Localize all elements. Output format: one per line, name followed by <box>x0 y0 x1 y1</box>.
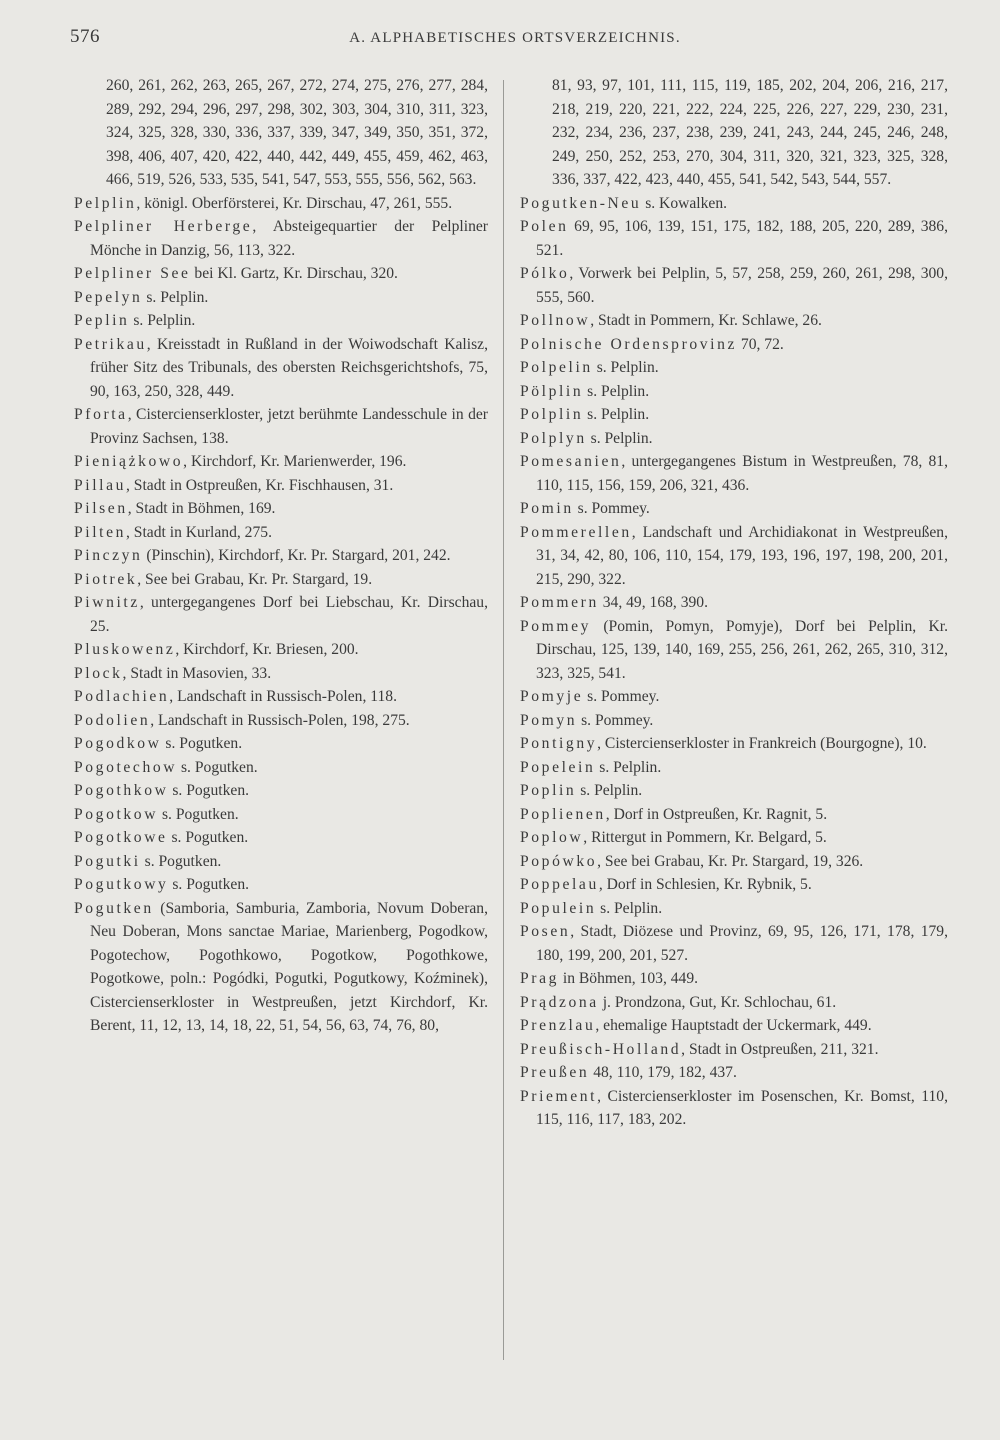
entry-text: s. Pelplin. <box>592 359 659 376</box>
index-entry <box>70 74 488 192</box>
entry-text: , See bei Grabau, Kr. Pr. Stargard, 19. <box>137 570 373 588</box>
entry-text: s. Pogutken. <box>168 876 250 893</box>
entry-text: s. Pelplin. <box>583 382 650 400</box>
index-entry <box>70 638 488 662</box>
index-entry <box>70 497 488 521</box>
index-entry <box>516 262 948 309</box>
index-entry <box>516 521 948 592</box>
entry-headword: Popelein <box>520 758 596 776</box>
entry-headword: Pogotechow <box>74 758 178 776</box>
index-entry <box>70 756 488 780</box>
entry-headword: Pogutken <box>74 899 154 917</box>
index-entry <box>70 450 488 474</box>
entry-text: , untergegangenes Dorf bei Liebschau, Kr. Dirschau, 25. <box>90 594 488 635</box>
entry-text: , Stadt in Masovien, 33. <box>122 664 272 682</box>
entry-headword: Pommey <box>520 617 592 635</box>
entry-text: , See bei Grabau, Kr. Pr. Stargard, 19, 326. <box>597 852 864 870</box>
entry-headword: Pilsen <box>74 500 128 517</box>
entry-headword: Polplyn <box>520 429 587 447</box>
entry-text: , untergegangenes Bistum in Westpreußen, 78, 81, 110, 115, 156, 159, 206, 321, 436. <box>536 453 948 494</box>
entry-text: 34, 49, 168, 390. <box>598 594 708 611</box>
entry-text: , Stadt in Ostpreußen, Kr. Fischhausen, 31. <box>126 476 394 494</box>
entry-headword: Posen <box>520 923 571 940</box>
entry-headword: Priement <box>520 1087 598 1105</box>
entry-text: , Stadt in Böhmen, 169. <box>127 500 276 517</box>
column-divider <box>503 80 504 1360</box>
entry-text: s. Pommey. <box>577 711 654 729</box>
index-entry <box>516 427 948 451</box>
index-entry <box>516 850 948 874</box>
entry-text: , Landschaft und Archidiakonat in Westpreußen, 31, 34, 42, 80, 106, 110, 154, 179, 193, 196, 197, 198, 200, 201, 215, 290, 322. <box>536 523 948 588</box>
index-entry <box>70 286 488 310</box>
entry-text: s. Pommey. <box>573 500 650 517</box>
entry-headword: Prądzona <box>520 993 599 1011</box>
entry-headword: Polplin <box>520 406 584 423</box>
entry-headword: Prenzlau <box>520 1017 596 1034</box>
entry-text: , ehemalige Hauptstadt der Uckermark, 449. <box>595 1017 872 1034</box>
index-entry <box>516 309 948 333</box>
left-column <box>70 74 488 1038</box>
index-entry <box>516 967 948 991</box>
entry-text: , Landschaft in Russisch-Polen, 198, 275. <box>150 711 410 729</box>
index-entry <box>70 850 488 874</box>
entry-text: 48, 110, 179, 182, 437. <box>589 1064 737 1081</box>
entry-headword: Pontigny <box>520 735 598 752</box>
index-entry <box>516 403 948 427</box>
entry-headword: Piwnitz <box>74 594 140 611</box>
index-entry <box>70 897 488 1038</box>
entry-text: 260, 261, 262, 263, 265, 267, 272, 274, 275, 276, 277, 284, 289, 292, 294, 296, 297, 298, 302, 303, 304, 310, 311, 323, 324, 325, 328, 330, 336, 337, 339, 347, 349, 350, 351, 372, 398, 406, 407, 420, 422, 440, 442, 449, 455, 459, 462, 463, 466, 519, 526, 533, 535, 541, 547, 553, 555, 556, 562, 563. <box>106 77 488 188</box>
index-entry <box>70 215 488 262</box>
index-entry <box>516 779 948 803</box>
entry-headword: Piotrek <box>74 570 138 588</box>
entry-text: , Dorf in Schlesien, Kr. Rybnik, 5. <box>598 876 812 893</box>
index-entry <box>516 1014 948 1038</box>
entry-text: s. Pogutken. <box>167 829 249 846</box>
index-entry <box>70 474 488 498</box>
entry-headword: Pogotkow <box>74 805 159 823</box>
index-entry <box>70 309 488 333</box>
index-entry <box>516 709 948 733</box>
index-entry <box>516 756 948 780</box>
entry-text: , Vorwerk bei Pelplin, 5, 57, 258, 259, 260, 261, 298, 300, 555, 560. <box>536 265 948 306</box>
entry-headword: Poppelau <box>520 876 599 893</box>
index-entry <box>70 544 488 568</box>
entry-text: s. Pelplin. <box>576 782 643 799</box>
index-entry <box>516 1061 948 1085</box>
entry-headword: Preußen <box>520 1064 590 1081</box>
entry-headword: Poplow <box>520 829 584 846</box>
entry-text: , Kirchdorf, Kr. Briesen, 200. <box>175 641 359 658</box>
index-entry <box>516 356 948 380</box>
entry-headword: Pelplin <box>74 194 137 212</box>
index-entry <box>516 215 948 262</box>
right-column <box>516 74 948 1132</box>
entry-headword: Pomyn <box>520 711 578 729</box>
entry-headword: Poplin <box>520 782 577 799</box>
entry-text: , Stadt in Ostpreußen, 211, 321. <box>681 1040 879 1058</box>
index-entry <box>516 873 948 897</box>
entry-headword: Pogothkow <box>74 782 169 799</box>
entry-text: s. Pogutken. <box>161 735 243 752</box>
entry-headword: Polnische Ordensprovinz <box>520 335 738 353</box>
entry-headword: Pogutki <box>74 852 141 870</box>
entry-text: s. Pelplin. <box>595 758 662 776</box>
entry-headword: Pomesanien <box>520 453 622 470</box>
entry-headword: Petrikau <box>74 335 147 353</box>
index-entry <box>516 74 948 192</box>
index-entry <box>70 873 488 897</box>
entry-text: s. Pogutken. <box>158 805 239 823</box>
entry-headword: Pogodkow <box>74 735 162 752</box>
entry-text: , Cistercienserkloster im Posenschen, Kr. Bomst, 110, 115, 116, 117, 183, 202. <box>536 1087 948 1128</box>
entry-headword: Pogutkowy <box>74 876 169 893</box>
entry-text: , königl. Oberförsterei, Kr. Dirschau, 47, 261, 555. <box>136 194 453 212</box>
entry-headword: Pepelyn <box>74 288 143 306</box>
entry-text: , Dorf in Ostpreußen, Kr. Ragnit, 5. <box>605 805 828 823</box>
entry-text: , Cistercienserkloster, jetzt berühmte Landesschule in der Provinz Sachsen, 138. <box>90 406 488 447</box>
index-entry <box>70 591 488 638</box>
index-entry <box>516 826 948 850</box>
entry-headword: Pieniążkowo <box>74 453 184 470</box>
index-entry <box>516 615 948 686</box>
index-entry <box>516 920 948 967</box>
entry-text: s. Pogutken. <box>140 852 222 870</box>
entry-text: 70, 72. <box>737 335 784 353</box>
index-entry <box>70 779 488 803</box>
index-entry <box>70 521 488 545</box>
entry-headword: Pillau <box>74 476 126 494</box>
entry-text: , Rittergut in Pommern, Kr. Belgard, 5. <box>583 829 827 846</box>
entry-headword: Plock <box>74 664 123 682</box>
entry-headword: Polen <box>520 218 569 235</box>
index-entry <box>516 991 948 1015</box>
entry-headword: Pólko <box>520 265 570 282</box>
entry-text: s. Pelplin. <box>142 288 209 306</box>
entry-text: s. Pelplin. <box>596 899 663 917</box>
entry-headword: Pforta <box>74 406 128 423</box>
running-head: A. ALPHABETISCHES ORTSVERZEICHNIS. <box>349 30 681 46</box>
entry-headword: Populein <box>520 899 597 917</box>
entry-text: s. Pogutken. <box>177 758 258 776</box>
entry-headword: Pelpliner See <box>74 265 191 282</box>
entry-text: j. Prondzona, Gut, Kr. Schlochau, 61. <box>598 993 837 1011</box>
entry-text: in Böhmen, 103, 449. <box>558 970 699 987</box>
entry-headword: Podlachien <box>74 688 170 705</box>
entry-headword: Pomin <box>520 500 574 517</box>
entry-text: , Landschaft in Russisch-Polen, 118. <box>169 688 397 705</box>
index-entry <box>70 826 488 850</box>
entry-headword: Pogutken-Neu <box>520 194 642 212</box>
index-entry <box>70 685 488 709</box>
index-entry <box>70 403 488 450</box>
entry-headword: Pogotkowe <box>74 829 168 846</box>
index-entry <box>516 497 948 521</box>
index-entry <box>516 685 948 709</box>
entry-headword: Polpelin <box>520 359 593 376</box>
index-entry <box>516 380 948 404</box>
entry-text: , Kirchdorf, Kr. Marienwerder, 196. <box>183 453 407 470</box>
entry-text: , Cistercienserkloster in Frankreich (Bourgogne), 10. <box>597 735 927 752</box>
entry-headword: Peplin <box>74 312 130 329</box>
entry-headword: Pommerellen <box>520 523 632 541</box>
entry-text: s. Pommey. <box>583 688 660 705</box>
index-entry <box>516 333 948 357</box>
index-entry <box>70 662 488 686</box>
entry-headword: Prag <box>520 970 559 987</box>
entry-headword: Pollnow <box>520 312 591 329</box>
entry-text: , Stadt in Kurland, 275. <box>126 523 272 541</box>
entry-text: s. Pelplin. <box>583 406 650 423</box>
index-entry <box>516 803 948 827</box>
entry-headword: Pilten <box>74 523 126 541</box>
entry-text: s. Pelplin. <box>129 312 196 329</box>
entry-text: , Absteigequartier der Pelpliner Mönche in Danzig, 56, 113, 322. <box>90 218 488 259</box>
entry-text: s. Pogutken. <box>168 782 250 799</box>
entry-text: s. Pelplin. <box>586 429 653 447</box>
entry-text: (Pomin, Pomyn, Pomyje), Dorf bei Pelplin, Kr. Dirschau, 125, 139, 140, 169, 255, 256, 261, 262, 265, 310, 312, 323, 325, 541. <box>536 617 948 682</box>
page-number: 576 <box>70 26 100 47</box>
index-entry <box>70 709 488 733</box>
entry-text: , Stadt, Diözese und Provinz, 69, 95, 126, 171, 178, 179, 180, 199, 200, 201, 527. <box>536 923 948 964</box>
index-entry <box>70 262 488 286</box>
entry-headword: Podolien <box>74 711 151 729</box>
entry-text: s. Kowalken. <box>641 194 728 212</box>
entry-headword: Pomyje <box>520 688 584 705</box>
index-entry <box>70 333 488 404</box>
entry-text: , Stadt in Pommern, Kr. Schlawe, 26. <box>590 312 822 329</box>
index-entry <box>70 803 488 827</box>
entry-headword: Pinczyn <box>74 547 143 564</box>
index-entry <box>70 192 488 216</box>
entry-headword: Pölplin <box>520 382 584 400</box>
entry-text: bei Kl. Gartz, Kr. Dirschau, 320. <box>190 265 398 282</box>
entry-headword: Pelpliner Herberge <box>74 218 253 235</box>
entry-text: 81, 93, 97, 101, 111, 115, 119, 185, 202, 204, 206, 216, 217, 218, 219, 220, 221, 222, 224, 225, 226, 227, 229, 230, 231, 232, 234, 236, 237, 238, 239, 241, 243, 244, 245, 246, 248, 249, 250, 252, 253, 270, 304, 311, 320, 321, 323, 325, 328, 336, 337, 422, 423, 440, 455, 541, 542, 543, 544, 557. <box>552 77 948 188</box>
index-entry <box>516 591 948 615</box>
entry-headword: Pommern <box>520 594 599 611</box>
index-entry <box>70 568 488 592</box>
index-entry <box>516 1038 948 1062</box>
index-entry <box>516 192 948 216</box>
index-entry <box>70 732 488 756</box>
entry-headword: Popówko <box>520 852 598 870</box>
entry-text: , Kreisstadt in Rußland in der Woiwodschaft Kalisz, früher Sitz des Tribunals, des obersten Reichsgerichtshofs, 75, 90, 163, 250, 328, 449. <box>90 335 488 400</box>
entry-headword: Preußisch-Holland <box>520 1040 682 1058</box>
entry-text: 69, 95, 106, 139, 151, 175, 182, 188, 205, 220, 289, 386, 521. <box>536 218 948 259</box>
entry-headword: Poplienen <box>520 805 606 823</box>
index-entry <box>516 732 948 756</box>
index-entry <box>516 897 948 921</box>
index-entry <box>516 1085 948 1132</box>
index-entry <box>516 450 948 497</box>
entry-text: (Samboria, Samburia, Zamboria, Novum Doberan, Neu Doberan, Mons sanctae Mariae, Marienberg, Pogodkow, Pogotechow, Pogothkowo, Pogotkow, Pogothkowe, Pogotkowe, poln.: Pogódki, Pogutki, Pogutkowy, Koźminek), Cistercienserkloster in Westpreußen, jetzt Kirchdorf, Kr. Berent, 11, 12, 13, 14, 18, 22, 51, 54, 56, 63, 74, 76, 80, <box>90 899 488 1034</box>
entry-headword: Pluskowenz <box>74 641 176 658</box>
entry-text: (Pinschin), Kirchdorf, Kr. Pr. Stargard, 201, 242. <box>142 547 451 564</box>
